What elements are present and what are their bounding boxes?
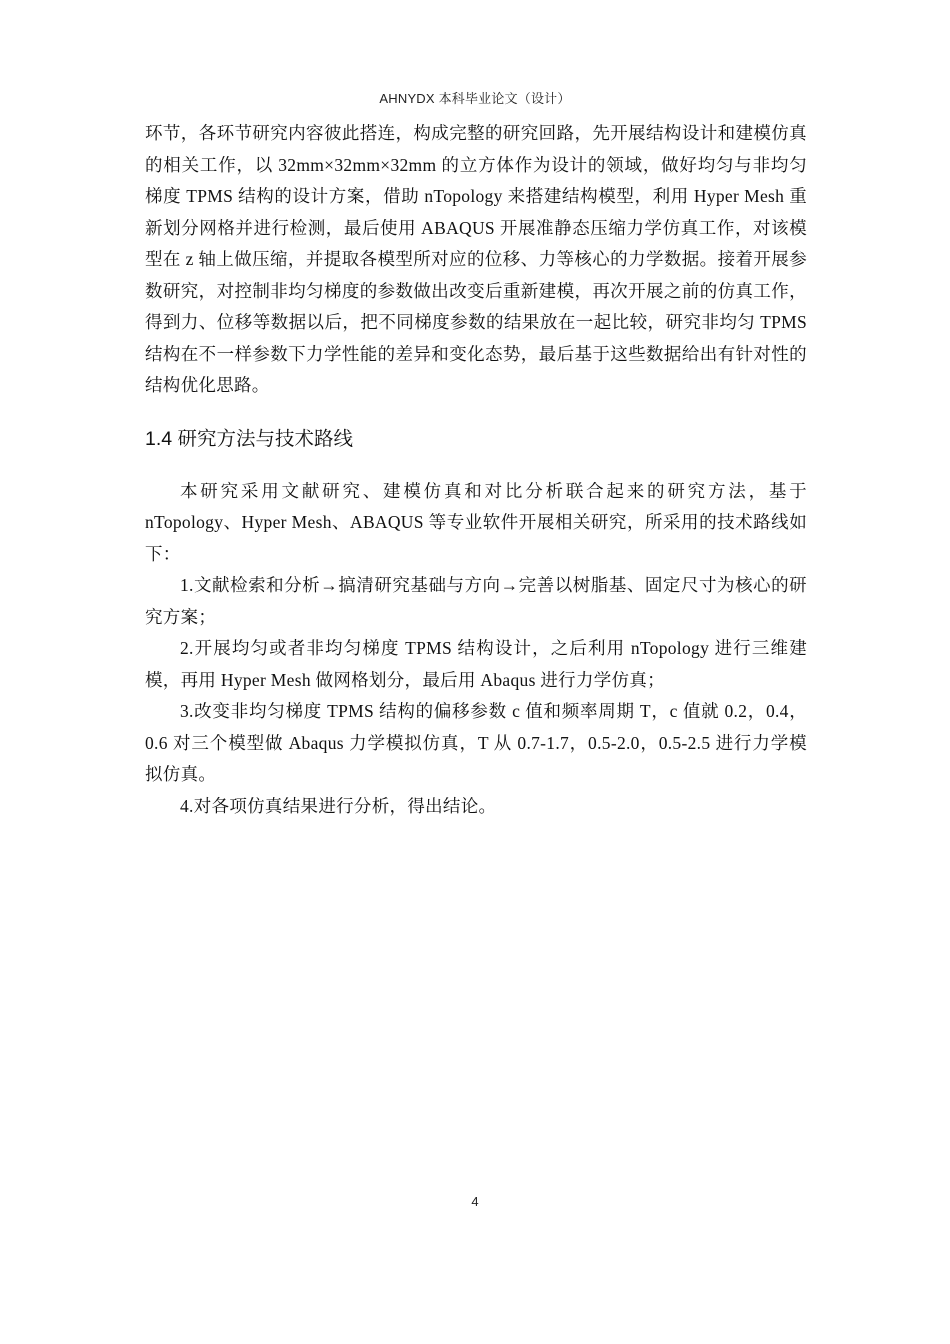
running-header: AHNYDX 本科毕业论文（设计） — [379, 91, 571, 106]
body-paragraph-continued: 环节，各环节研究内容彼此搭连，构成完整的研究回路，先开展结构设计和建模仿真的相关工作，以 32mm×32mm×32mm 的立方体作为设计的领域，做好均匀与非均匀梯度 TPMS 结构的设计方案，借助 nTopology 来搭建结构模型，利用 Hyper Mesh 重新划分网格并进行检测，最后使用 ABAQUS 开展准静态压缩力学仿真工作，对该模型在 z 轴上做压缩，并提取各模型所对应的位移、力等核心的力学数据。接着开展参数研究，对控制非均匀梯度的参数做出改变后重新建模，再次开展之前的仿真工作，得到力、位移等数据以后，把不同梯度参数的结果放在一起比较，研究非均匀 TPMS 结构在不一样参数下力学性能的差异和变化态势，最后基于这些数据给出有针对性的结构优化思路。 — [145, 123, 807, 395]
route-step-2: 2.开展均匀或者非均匀梯度 TPMS 结构设计，之后利用 nTopology 进行三维建模，再用 Hyper Mesh 做网格划分，最后用 Abaqus 进行力学仿真； — [145, 638, 807, 690]
technical-route-steps — [145, 570, 807, 822]
page-content — [145, 118, 807, 822]
section-heading: 1.4 研究方法与技术路线 — [145, 427, 354, 450]
body-paragraph-methods: 本研究采用文献研究、建模仿真和对比分析联合起来的研究方法，基于 nTopology、Hyper Mesh、ABAQUS 等专业软件开展相关研究，所采用的技术路线如下： — [145, 480, 807, 564]
route-step-4: 4.对各项仿真结果进行分析，得出结论。 — [180, 795, 497, 816]
page-number: 4 — [471, 1194, 479, 1209]
route-step-3: 3.改变非均匀梯度 TPMS 结构的偏移参数 c 值和频率周期 T，c 值就 0.2，0.4，0.6 对三个模型做 Abaqus 力学模拟仿真，T 从 0.7-1.7，0.5-2.0，0.5-2.5 进行力学模拟仿真。 — [145, 701, 807, 784]
route-step-1: 1.文献检索和分析→搞清研究基础与方向→完善以树脂基、固定尺寸为核心的研究方案； — [145, 575, 807, 627]
